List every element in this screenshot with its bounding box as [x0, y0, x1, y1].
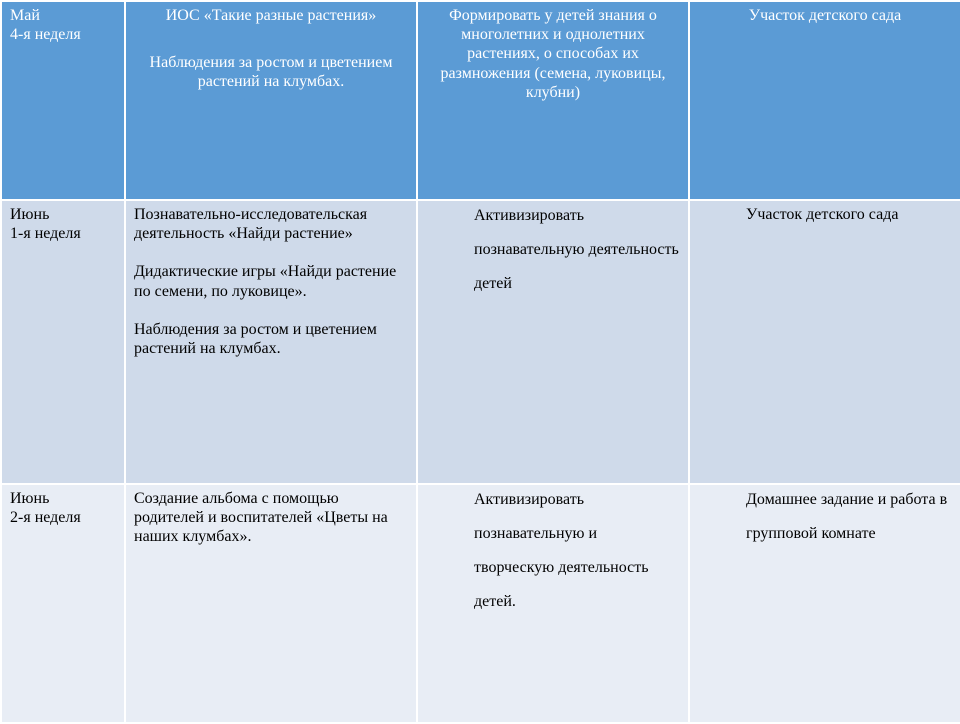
- header-activity-title: ИОС «Такие разные растения»: [165, 7, 377, 24]
- header-goal-text: Формировать у детей знания о многолетних и однолетних растениях, о способах их размножения (семена, луковицы, клубни): [440, 7, 666, 101]
- row1-activity-cell: [125, 200, 417, 484]
- header-activity-cell: [125, 1, 417, 200]
- header-month: Май: [10, 7, 40, 24]
- table-row: [1, 200, 960, 484]
- table-row: [1, 484, 960, 723]
- row2-date-cell: [1, 484, 125, 723]
- header-activity-text: Наблюдения за ростом и цветением растений на клумбах.: [149, 54, 393, 91]
- header-date-cell: [1, 1, 125, 200]
- row2-place-text: Домашнее задание и работа в групповой комнате: [746, 491, 948, 542]
- header-place-text: Участок детского сада: [748, 7, 902, 24]
- row2-goal-cell: [417, 484, 689, 723]
- row1-week: 1-я неделя: [10, 225, 81, 243]
- row2-place-cell: [689, 484, 960, 723]
- row2-activity-cell: [125, 484, 417, 723]
- row1-place-cell: [689, 200, 960, 484]
- row2-week: 2-я неделя: [10, 509, 81, 527]
- row2-month: Июнь: [10, 490, 50, 507]
- header-row: [1, 1, 960, 200]
- header-goal-cell: [417, 1, 689, 200]
- row1-place-text: Участок детского сада: [746, 206, 899, 223]
- row1-month: Июнь: [10, 206, 50, 223]
- header-week: 4-я неделя: [10, 26, 81, 44]
- row1-activity-p2: Дидактические игры «Найди растение по семени, по луковице».: [134, 263, 397, 300]
- header-place-cell: [689, 1, 960, 200]
- row1-activity-p3: Наблюдения за ростом и цветением растений на клумбах.: [134, 320, 377, 357]
- row1-goal-cell: [417, 200, 689, 484]
- row1-activity-p1: Познавательно-исследовательская деятельность «Найди растение»: [134, 206, 368, 243]
- row1-date-cell: [1, 200, 125, 484]
- row2-goal-text: Активизировать познавательную и творческую деятельность детей.: [474, 491, 649, 610]
- row1-goal-text: Активизировать познавательную деятельность детей: [474, 207, 679, 292]
- row2-activity-text: Создание альбома с помощью родителей и воспитателей «Цветы на наших клумбах».: [134, 490, 388, 546]
